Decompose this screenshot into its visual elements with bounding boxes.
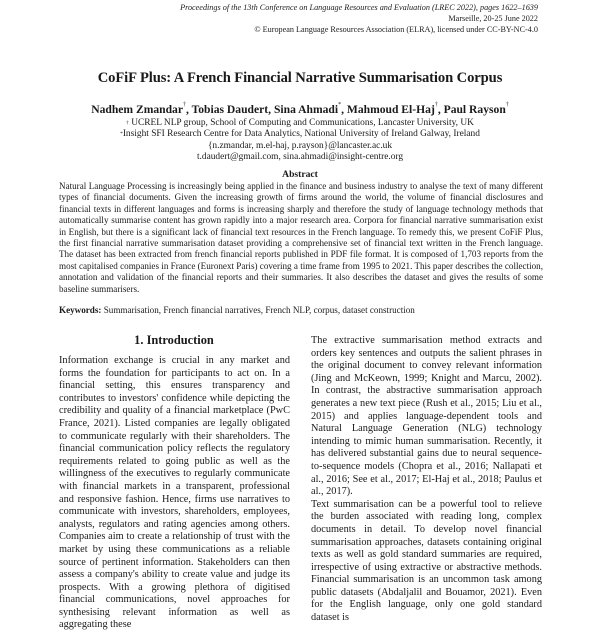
author-separator: , xyxy=(437,103,444,116)
author-name: Mahmoud El-Haj xyxy=(346,103,435,116)
author-mark: † xyxy=(434,102,438,108)
location-date: Marseille, 20-25 June 2022 xyxy=(448,14,538,24)
affiliation-mark: † xyxy=(126,120,129,126)
email-lancaster: {n.zmandar, m.el-haj, p.rayson}@lancaster.ac.uk xyxy=(207,140,393,151)
summarisation-methods-paragraph: The extractive summarisation method extracts and orders key sentences and outputs the salient phrases in the original document to convey relevant information (Jing and McKeown, 1999; Knight and Marcu, 2002). In contrast, the abstractive summarisation approach generates a new text piece (Rush et al., 2015; Liu et al., 2015) and applies language-dependent tools and Natural Language Generation (NLG) technology intending to mimic human summarisation. Recently, it has delivered substantial gains due to neural sequence-to-sequence models (Chopra et al., 2016; Nallapati et al., 2016; See et al., 2017; El-Haj et al., 2018; Paulus et al., 2017). xyxy=(311,335,542,498)
affiliations xyxy=(0,118,600,164)
author-name: Tobias Daudert xyxy=(191,103,269,116)
proceedings-header xyxy=(180,2,538,36)
text-summarisation-paragraph: Text summarisation can be a powerful tool to relieve the burden associated with reading long, complex documents in detail. To develop novel financial summarisation approaches, datasets containing original texts as well as gold standard summaries are required, irrespective of using extractive or abstractive methods. Financial summarisation is an uncommon task among public datasets (Abdaljalil and Bouamor, 2021). Even for the English language, only one gold standard dataset is xyxy=(311,498,542,624)
author-list xyxy=(0,103,600,116)
email-other: t.daudert@gmail.com, sina.ahmadi@insight-centre.org xyxy=(196,152,404,163)
keywords-label: Keywords: xyxy=(59,305,102,315)
author-mark: * xyxy=(338,102,342,108)
affiliation-mark: * xyxy=(120,131,123,138)
affiliation-text: Insight SFI Research Centre for Data Analytics, National University of Ireland Galway, Ireland xyxy=(122,129,480,140)
keywords xyxy=(59,305,543,315)
author-separator: , xyxy=(341,103,347,116)
abstract-heading: Abstract xyxy=(282,169,318,180)
author-mark: † xyxy=(183,102,186,108)
right-column xyxy=(311,335,542,625)
intro-paragraph: Information exchange is crucial in any market and forms the foundation for participants to act on. In a financial setting, this ensures transparency and contributes to investors' confidence while depicting the credibility and quality of a financial marketplace (PwC France, 2021). Listed companies are legally obligated to communicate regularly with their shareholders. The financial communication policy reflects the regulatory requirements related to going public as well as the willingness of the executives to regularly communicate with financial markets in a transparent, professional and responsive fashion. Hence, firms use narratives to communicate with investors, shareholders, employees, analysts, regulators and rating agencies among others. Companies aim to create a relationship of trust with the market by using these communications as a reliable source of pertinent information. Stakeholders can then assess a company's ability to create value and judge its prospects. With a growing plethora of digitised financial communications, novel approaches for synthesising relevant information as well as aggregating these xyxy=(59,355,290,631)
author-separator: , xyxy=(186,103,192,116)
copyright-line: © European Language Resources Association (ELRA), licensed under CC-BY-NC-4.0 xyxy=(254,25,538,35)
author-name: Paul Rayson xyxy=(443,103,506,116)
author-name: Sina Ahmadi xyxy=(273,103,339,116)
keywords-list: Summarisation, French financial narratives, French NLP, corpus, dataset construction xyxy=(101,305,415,315)
paper-title: CoFiF Plus: A French Financial Narrative Summarisation Corpus xyxy=(97,70,503,86)
affiliation-insight xyxy=(0,129,600,140)
affiliation-text: UCREL NLP group, School of Computing and Communications, Lancaster University, UK xyxy=(128,118,474,128)
author-separator: , xyxy=(268,103,274,116)
left-column xyxy=(59,355,290,632)
section-heading-introduction: 1. Introduction xyxy=(134,333,214,347)
proceedings-line: Proceedings of the 13th Conference on Language Resources and Evaluation (LREC 2022), pages 1622–1639 xyxy=(180,3,538,12)
abstract-text: Natural Language Processing is increasingly being applied in the finance and business industry to analyse the text of many different types of financial documents. Given the increasing growth of firms around the world, the volume of financial disclosures and financial texts in different languages and forms is increasing sharply and therefore the study of language technology methods that automatically summarise content has grown rapidly into a major research area. Corpora for financial narrative summarisation exist in English, but there is a significant lack of financial text resources in the French language. To remedy this, we present CoFiF Plus, the first financial narrative summarisation dataset providing a comprehensive set of financial text written in the French language. The dataset has been extracted from french financial reports published in PDF file format. It is composed of 1,703 reports from the most capitalised companies in France (Euronext Paris) covering a time frame from 1995 to 2021. This paper describes the collection, annotation and validation of the financial reports and their summaries. It also describes the dataset and gives the results of some baseline summarisers. xyxy=(59,181,543,294)
author-mark: † xyxy=(505,102,509,108)
author-name: Nadhem Zmandar xyxy=(91,103,183,116)
affiliation-lancaster xyxy=(0,118,600,129)
